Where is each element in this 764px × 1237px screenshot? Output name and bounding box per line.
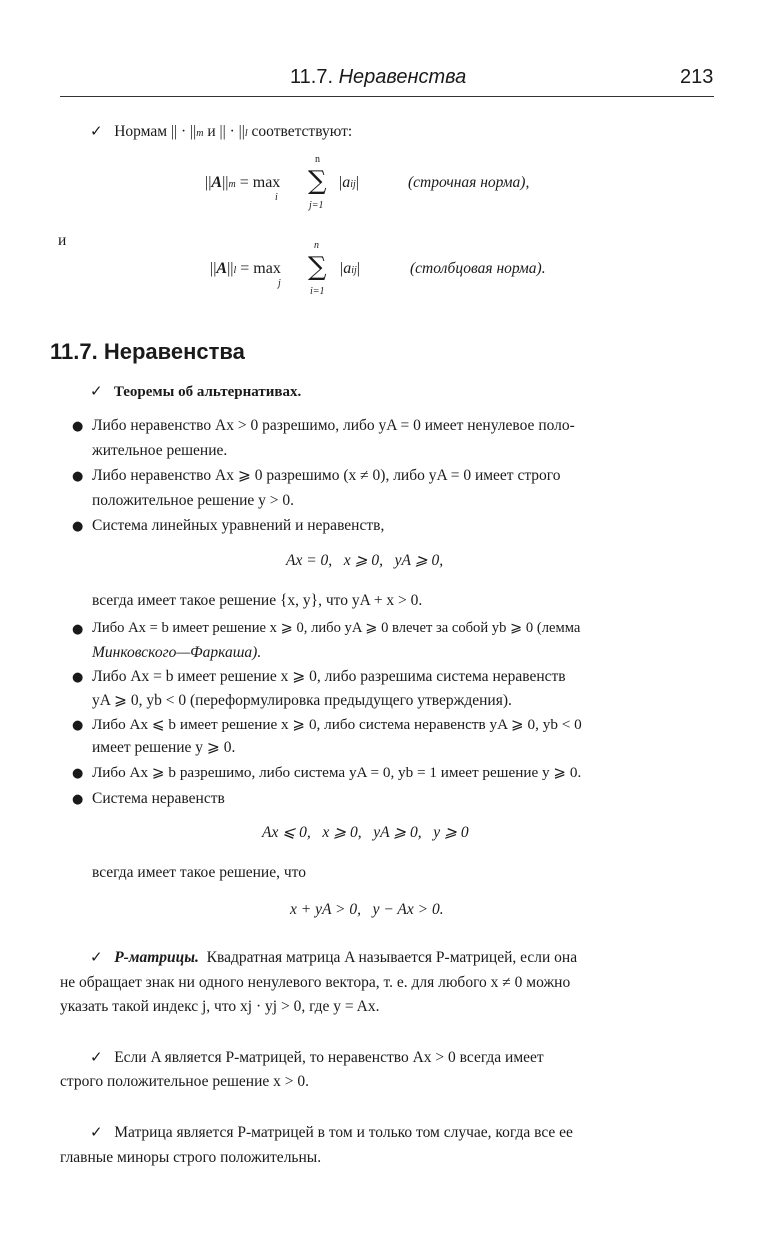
para2-text: Если A является P-матрицей, то неравенство Ax > 0 всегда имеет [114, 1049, 544, 1066]
pmatrix-line-1 [90, 945, 577, 970]
checkmark-icon: ✓ [90, 1123, 103, 1141]
list-item-cont: Минковского—Фаркаша). [92, 644, 262, 661]
list-item-cont: всегда имеет такое решение, что [92, 864, 306, 881]
header-section-name: Неравенства [338, 66, 467, 88]
bullet-icon: ● [72, 519, 84, 534]
checkmark-icon: ✓ [90, 382, 103, 400]
checkmark-icon: ✓ [90, 1048, 103, 1066]
pmatrix-text: Квадратная матрица A называется P-матрицей, если она [206, 949, 578, 966]
display-formula: x + yA > 0, y − Ax > 0. [290, 901, 444, 918]
bullet-icon: ● [72, 718, 84, 733]
list-item: Либо Ax ⩽ b имеет решение x ⩾ 0, либо система неравенств yA ⩾ 0, yb < 0 [92, 716, 582, 733]
col-norm-label: (столбцовая норма). [410, 260, 546, 277]
row-norm-label: (строчная норма), [408, 174, 530, 191]
bullet-icon: ● [72, 670, 84, 685]
list-item: Либо неравенство Ax ⩾ 0 разрешимо (x ≠ 0), либо yA = 0 имеет строго [92, 467, 561, 484]
para2-line-1 [90, 1045, 544, 1070]
list-item: Система неравенств [92, 790, 225, 807]
list-item-cont: всегда имеет такое решение {x, y}, что yA + x > 0. [92, 592, 423, 609]
list-item: Либо Ax = b имеет решение x ⩾ 0, либо разрешима система неравенств [92, 668, 566, 685]
row-norm-formula: n ||A||m = max i ∑ j=1 |aij| [205, 154, 359, 211]
checkmark-icon: ✓ [90, 122, 103, 140]
display-formula: Ax = 0, x ⩾ 0, yA ⩾ 0, [286, 552, 444, 569]
header-section-number: 11.7. [290, 66, 339, 88]
pmatrix-line-3: указать такой индекс j, что xj · yj > 0, где y = Ax. [60, 998, 380, 1015]
bullet-icon: ● [72, 792, 84, 807]
pmatrix-heading: P-матрицы. [114, 949, 199, 966]
page-number: 213 [680, 66, 714, 88]
list-item: Либо неравенство Ax > 0 разрешимо, либо yA = 0 имеет ненулевое поло- [92, 417, 575, 434]
bullet-icon: ● [72, 622, 84, 637]
list-item-cont: имеет решение y ⩾ 0. [92, 739, 236, 756]
pmatrix-line-2: не обращает знак ни одного ненулевого вектора, т. е. для любого x ≠ 0 можно [60, 974, 571, 991]
norms-intro [90, 122, 352, 141]
section-heading: 11.7. Неравенства [50, 339, 245, 364]
para3-line-2: главные миноры строго положительны. [60, 1149, 322, 1166]
list-item: Либо Ax = b имеет решение x ⩾ 0, либо yA ⩾ 0 влечет за собой yb ⩾ 0 (лемма [92, 620, 581, 636]
list-item-cont: yA ⩾ 0, yb < 0 (переформулировка предыдущего утверждения). [92, 692, 512, 709]
running-header-title [290, 66, 466, 89]
checkmark-icon: ✓ [90, 948, 103, 966]
list-item: Система линейных уравнений и неравенств, [92, 517, 385, 534]
bullet-icon: ● [72, 419, 84, 434]
list-item: Либо Ax ⩾ b разрешимо, либо система yA = 0, yb = 1 имеет решение y ⩾ 0. [92, 764, 582, 781]
section-subtitle [90, 382, 301, 401]
para2-line-2: строго положительное решение x > 0. [60, 1073, 309, 1090]
norms-intro-text: Нормам || · ||m и || · ||l соответствуют: [114, 123, 353, 140]
para3-text: Матрица является P-матрицей в том и только том случае, когда все ее [114, 1124, 573, 1141]
col-norm-formula: n ||A||l = max j ∑ i=1 |aij| [210, 240, 360, 297]
subtitle-text: Теоремы об альтернативах. [113, 384, 302, 400]
bullet-icon: ● [72, 469, 84, 484]
para3-line-1 [90, 1120, 573, 1145]
header-rule [60, 96, 714, 97]
bullet-icon: ● [72, 766, 84, 781]
list-item-cont: жительное решение. [92, 442, 228, 459]
and-word: и [58, 232, 67, 249]
display-formula: Ax ⩽ 0, x ⩾ 0, yA ⩾ 0, y ⩾ 0 [262, 824, 469, 841]
list-item-cont: положительное решение y > 0. [92, 492, 295, 509]
